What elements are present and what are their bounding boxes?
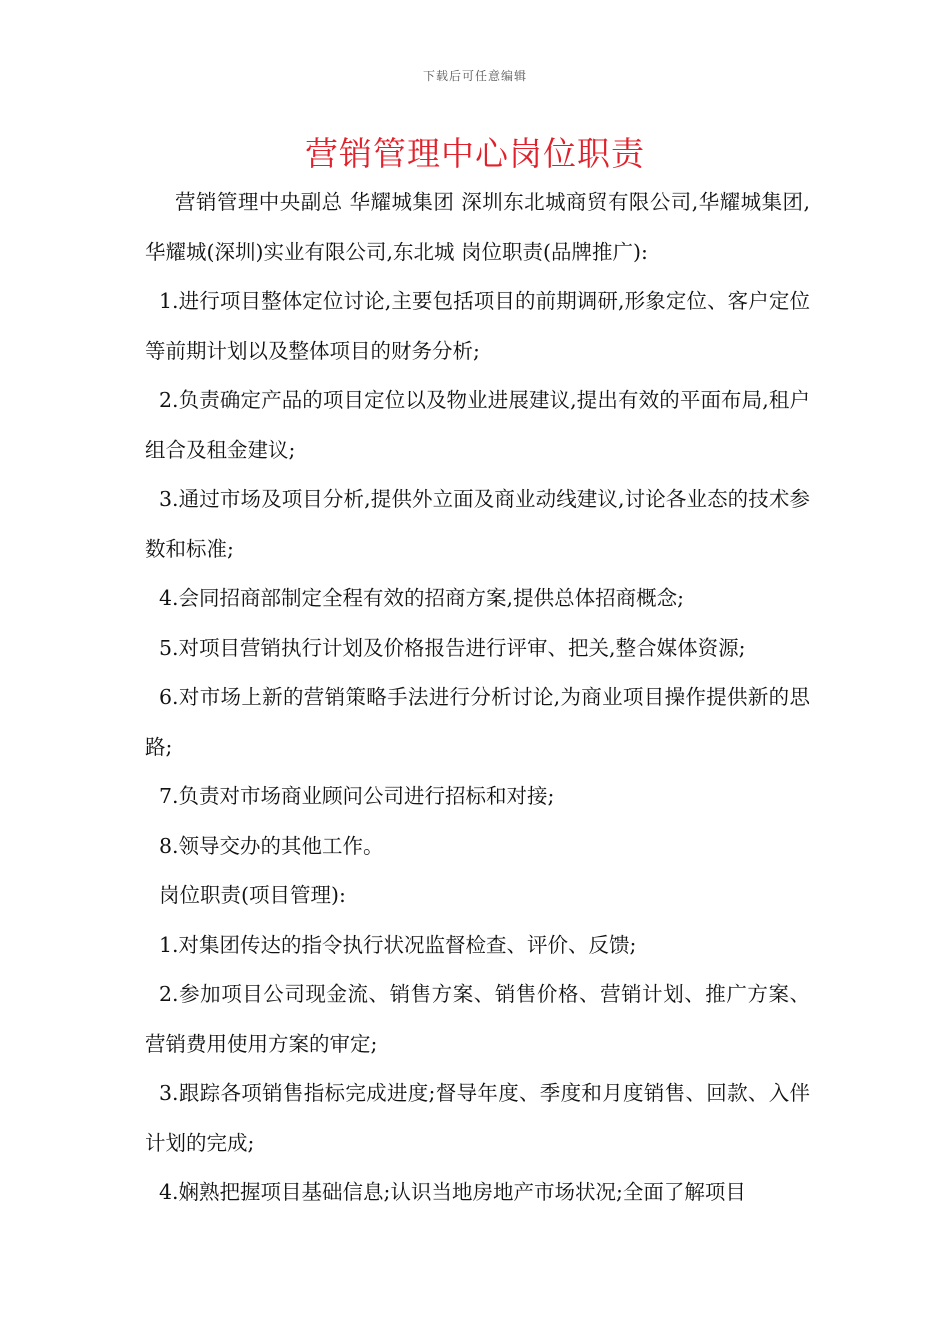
project-item-2: 2.参加项目公司现金流、销售方案、销售价格、营销计划、推广方案、营销费用使用方案的审定;: [145, 982, 810, 1056]
brand-item-2: 2.负责确定产品的项目定位以及物业进展建议,提出有效的平面布局,租户组合及租金建议;: [145, 388, 810, 462]
page-title: 营销管理中心岗位职责: [305, 134, 645, 173]
intro-paragraph: 营销管理中央副总 华耀城集团 深圳东北城商贸有限公司,华耀城集团,华耀城(深圳)实业有限公司,东北城 岗位职责(品牌推广):: [145, 190, 810, 264]
brand-item-1: 1.进行项目整体定位讨论,主要包括项目的前期调研,形象定位、客户定位等前期计划以及整体项目的财务分析;: [145, 289, 810, 363]
project-heading: 岗位职责(项目管理):: [159, 883, 346, 907]
brand-item-6: 6.对市场上新的营销策略手法进行分析讨论,为商业项目操作提供新的思路;: [145, 685, 810, 759]
project-item-4: 4.娴熟把握项目基础信息;认识当地房地产市场状况;全面了解项目: [159, 1180, 746, 1204]
header-note: 下载后可任意编辑: [422, 69, 527, 83]
brand-item-8: 8.领导交办的其他工作。: [159, 833, 384, 858]
brand-item-3: 3.通过市场及项目分析,提供外立面及商业动线建议,讨论各业态的技术参数和标准;: [145, 487, 810, 561]
project-item-1: 1.对集团传达的指令执行状况监督检查、评价、反馈;: [159, 932, 637, 957]
document-body: [145, 178, 810, 1218]
brand-item-4: 4.会同招商部制定全程有效的招商方案,提供总体招商概念;: [159, 586, 684, 610]
brand-item-7: 7.负责对市场商业顾问公司进行招标和对接;: [159, 784, 555, 808]
project-item-3: 3.跟踪各项销售指标完成进度;督导年度、季度和月度销售、回款、入伴计划的完成;: [145, 1081, 810, 1155]
brand-item-5: 5.对项目营销执行计划及价格报告进行评审、把关,整合媒体资源;: [159, 635, 746, 660]
